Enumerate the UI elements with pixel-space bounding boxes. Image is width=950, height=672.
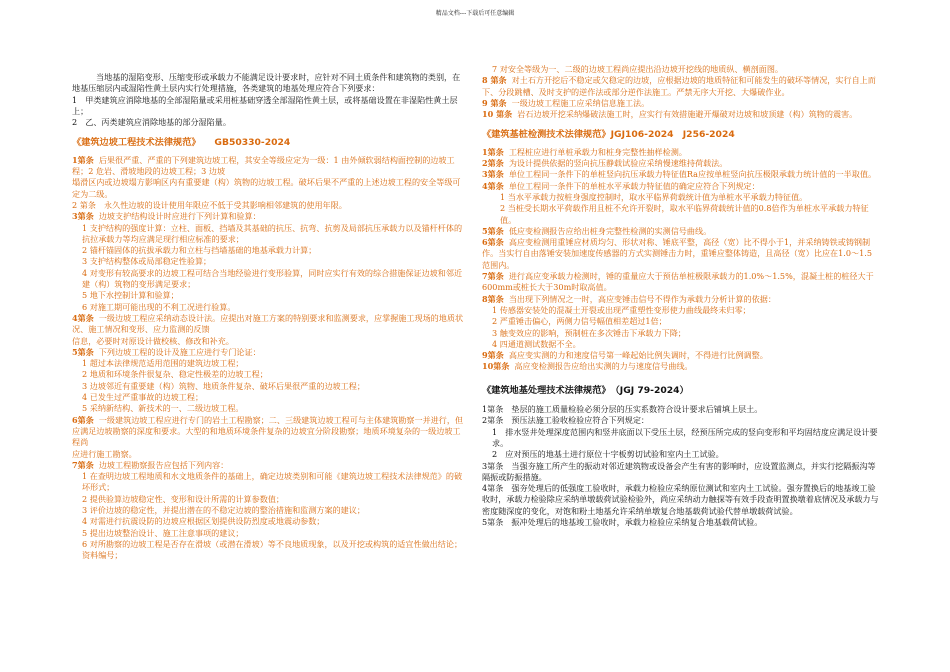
article-text: 为设计提供依据的竖向抗压静载试验应采纳慢速维持荷载法。 bbox=[508, 158, 728, 169]
list-item: 5 提出边坡整治设计、施工注意事项的建议； bbox=[82, 527, 244, 538]
article-text: 后果很严重、严重的下列建筑边坡工程，其安全等级应定为一级：1 由外倾软弱结构面控制的边坡工程；2 危岩、滑坡地段的边坡工程；3 边坡 bbox=[72, 154, 455, 177]
pile-article-2 bbox=[482, 158, 880, 169]
left-column bbox=[72, 72, 464, 561]
list-item: 1 当水平承载力按桩身强度控制时，取水平临界荷载统计值为单桩水平承载力特征值。 bbox=[500, 191, 808, 202]
intro-paragraph: 当地基的湿陷变形、压缩变形或承载力不能满足设计要求时，应针对不同土质条件和建筑物的类别，在地基压缩层内或湿陷性黄土层内实行处理措施，各类建筑的地基处理应符合下列要求： bbox=[72, 72, 461, 94]
intro-item-2: 2 乙、丙类建筑应消除地基的部分湿陷量。 bbox=[72, 117, 231, 128]
article-label: 4第条 bbox=[72, 312, 94, 323]
list-item: 2 严重锤击偏心，两侧力信号幅值相差超过1倍； bbox=[492, 316, 667, 327]
list-item: 6 对施工期可能出现的不利工况进行验算。 bbox=[82, 301, 236, 312]
list-item: 6 对所勘察的边坡工程是否存在滑坡（或潜在滑坡）等不良地质现象，以及开挖或构筑的适宜性做出结论；资料编号； bbox=[82, 538, 463, 561]
article-text: 一级边坡工程应采纳动态设计法。应提出对施工方案的特别要求和监测要求，应掌握施工现场的地质状况、施工情况和变形、应力监测的反馈 bbox=[72, 312, 464, 335]
list-item: 5 地下水控制计算和验算； bbox=[82, 290, 179, 301]
article-3 bbox=[72, 211, 464, 222]
article-text: 工程桩应进行单桩承载力和桩身完整性抽样检测。 bbox=[508, 146, 687, 157]
list-item: 2 地质和环境条件很复杂、稳定性极差的边坡工程； bbox=[82, 369, 268, 380]
article-label: 8 第条 bbox=[482, 75, 507, 86]
article-text: 单位工程同一条件下的单桩竖向抗压承载力特征值Ra应按单桩竖向抗压极限承载力统计值的一半取值。 bbox=[508, 169, 877, 180]
article-label: 9 第条 bbox=[482, 97, 507, 108]
pile-article-8 bbox=[482, 294, 880, 305]
list-item: 2 当桩受长期水平荷载作用且桩不允许开裂时，取水平临界荷载统计值的0.8倍作为单桩水平承载力特征值。 bbox=[500, 203, 869, 225]
list-item: 3 边坡邻近有重要建（构）筑物、地质条件复杂、破坏后果很严重的边坡工程； bbox=[82, 380, 365, 391]
article-text: 当出现下列情况之一时，高应变锤击信号不得作为承载力分析计算的依据： bbox=[508, 293, 776, 304]
list-item: 4 对需进行抗震设防的边坡应根据区划提供设防烈度或地震动参数； bbox=[82, 516, 325, 527]
pile-article-10 bbox=[482, 361, 880, 372]
list-item: 3 支护结构整体或局部稳定性验算； bbox=[82, 256, 212, 267]
list-item: 4 四通道测试数据不全。 bbox=[492, 338, 581, 349]
list-item: 4 已发生过严重事故的边坡工程； bbox=[82, 392, 204, 403]
article-label: 1第条 bbox=[72, 154, 94, 165]
article-text: 高应变检测用重锤应材质均匀、形状对称、锤底平整，高径（宽）比不得小于1，并采纳铸铁或铸钢制作。当实行自由落锤安装加速度传感器的方式实测锤击力时，重锤应整体铸造，且高径（宽）比应在1.0～1.5范围内。 bbox=[482, 237, 872, 270]
section-heading-slope: 《建筑边坡工程技术法律规范》 GB50330-2024 bbox=[72, 137, 291, 149]
foundation-article-4: 4第条 强夯处理后的低强度工验收时，承载力检验应采纳原位测试和室内土工试验。强夯置换后的地基竣工验收时，承载力检验除应采纳单墩载荷试验检验外，尚应采纳动力触探等有效手段查明置换墩着底情况及承载力与密度随深度的变化，对饱和粉土地基允许采纳单墩复合地基载荷试验代替单墩载荷试验。 bbox=[482, 483, 879, 516]
section-heading-pile: 《建筑基桩检测技术法律规范》JGJ106-2024 J256-2024 bbox=[482, 129, 735, 141]
article-4 bbox=[72, 313, 464, 336]
list-item: 1 支护结构的强度计算：立柱、面板、挡墙及其基础的抗压、抗弯、抗剪及局部抗压承载力以及锚杆杆体的抗拉承载力等均应满足现行相应标准的要求； bbox=[82, 222, 463, 244]
article-label: 3第条 bbox=[72, 211, 94, 222]
article-7 bbox=[72, 460, 464, 471]
article-text: 低应变检测报告应给出桩身完整性检测的实测信号曲线。 bbox=[508, 225, 712, 236]
foundation-article-5: 5第条 振冲处理后的地基竣工验收时，承载力检验应采纳复合地基载荷试验。 bbox=[482, 516, 763, 527]
foundation-article-2: 2第条 预压法施工验收检验应符合下列规定： bbox=[482, 415, 650, 426]
article-label: 1第条 bbox=[482, 146, 504, 157]
article-9 bbox=[482, 98, 880, 109]
article-text: 岩石边坡开挖采纳爆破法施工时，应实行有效措施避开爆破对边坡和坡顶建（构）筑物的震害。 bbox=[517, 109, 858, 120]
list-item: 3 触变效应的影响，预制桩在多次锤击下承载力下降； bbox=[492, 327, 686, 338]
article-text: 下列边坡工程的设计及施工应进行专门论证： bbox=[98, 346, 261, 357]
list-item: 3 评价边坡的稳定性，并提出潜在的不稳定边坡的整治措施和监测方案的建议； bbox=[82, 504, 365, 515]
article-6-continued: 应进行施工勘察。 bbox=[72, 448, 137, 459]
list-item: 4 对变形有较高要求的边坡工程可结合当地经验进行变形验算，同时应实行有效的综合措施保证边坡和邻近建（构）筑物的变形满足要求； bbox=[82, 267, 463, 290]
article-label: 2第条 bbox=[482, 158, 504, 169]
list-item: 2 提供验算边坡稳定性、变形和设计所需的计算参数值； bbox=[82, 493, 284, 504]
list-item: 7 对安全等级为一、二级的边坡工程尚应提出沿边坡开挖线的地质纵、横剖面图。 bbox=[492, 64, 784, 74]
article-1 bbox=[72, 155, 464, 178]
article-1-continued: 塌滑区内或边坡塌方影响区内有重要建（构）筑物的边坡工程。破坏后果不严重的上述边坡工程的安全等级可定为二级。 bbox=[72, 177, 461, 199]
pile-article-7 bbox=[482, 271, 880, 294]
article-label: 10第条 bbox=[482, 361, 510, 372]
article-label: 8第条 bbox=[482, 293, 504, 304]
pile-article-9 bbox=[482, 350, 880, 361]
article-label: 5第条 bbox=[482, 225, 504, 236]
pile-article-4 bbox=[482, 181, 880, 192]
article-8 bbox=[482, 75, 880, 98]
article-text: 高应变检测报告应给出实测的力与速度信号曲线。 bbox=[514, 361, 693, 372]
section-heading-foundation: 《建筑地基处理技术法律规范》 （JGJ 79-2024） bbox=[482, 384, 689, 396]
article-text: 一级边坡工程施工应采纳信息施工法。 bbox=[511, 97, 650, 108]
intro-item-1: 1 甲类建筑应消除地基的全部湿陷量或采用桩基础穿透全部湿陷性黄土层，或将基础设置在非湿陷性黄土层上； bbox=[72, 94, 458, 116]
article-4-continued: 信息，必要时对原设计做校核、修改和补充。 bbox=[72, 335, 234, 346]
article-text: 单位工程同一条件下的单桩水平承载力特征值的确定应符合下列规定： bbox=[508, 180, 760, 191]
article-label: 6第条 bbox=[482, 237, 504, 248]
article-text: 边坡工程勘察报告应包括下列内容： bbox=[98, 459, 229, 470]
article-5 bbox=[72, 347, 464, 358]
article-label: 9第条 bbox=[482, 350, 504, 361]
article-text: 高应变实测的力和速度信号第一峰起始比例失调时，不得进行比例调整。 bbox=[508, 350, 768, 361]
foundation-article-1: 1第条 垫层的施工质量检验必须分层的压实系数符合设计要求后铺填上层土。 bbox=[482, 404, 763, 415]
article-label: 6第条 bbox=[72, 414, 94, 425]
article-label: 7第条 bbox=[72, 459, 94, 470]
article-6 bbox=[72, 415, 464, 449]
article-text: 一级建筑边坡工程应进行专门的岩土工程勘察；二、三级建筑边坡工程可与主体建筑勘察一并进行，但应满足边坡勘察的深度和要求。大型的和地质环境条件复杂的边坡宜分阶段勘察；地质环境复杂的一级边坡工程尚 bbox=[72, 414, 464, 448]
list-item: 2 锚杆锚固体的抗拔承载力和立柱与挡墙基础的地基承载力计算； bbox=[82, 245, 317, 256]
pile-article-5 bbox=[482, 226, 880, 237]
foundation-article-3: 3第条 当强夯施工所产生的振动对邻近建筑物或设备会产生有害的影响时，应设置监测点，并实行挖隔振沟等隔振或防振措施。 bbox=[482, 460, 876, 482]
list-item: 1 在查明边坡工程地质和水文地质条件的基础上，确定边坡类别和可能《建筑边坡工程技术法律规范》的破坏形式； bbox=[82, 471, 463, 493]
header-note: 精品文档---下载后可任意编辑 bbox=[435, 10, 515, 17]
article-text: 对土石方开挖后不稳定或欠稳定的边坡，应根据边坡的地质特征和可能发生的破坏等情况，实行自上而下、分段跳槽、及时支护的逆作法或部分逆作法施工。严禁无序大开挖、大爆破作业。 bbox=[482, 75, 876, 97]
article-label: 7第条 bbox=[482, 271, 504, 282]
right-column bbox=[482, 64, 880, 528]
pile-article-3 bbox=[482, 169, 880, 180]
list-item: 1 超过本法律规范适用范围的建筑边坡工程； bbox=[82, 358, 244, 369]
pile-article-1 bbox=[482, 147, 880, 158]
article-label: 5第条 bbox=[72, 346, 94, 357]
pile-article-6 bbox=[482, 237, 880, 271]
list-item: 2 应对预压的地基土进行原位十字板剪切试验和室内土工试验。 bbox=[492, 449, 724, 460]
article-label: 4第条 bbox=[482, 180, 504, 191]
article-text: 进行高应变承载力检测时，锤的重量应大于预估单桩极限承载力的1.0%～1.5%，混凝土桩的桩径大于600mm或桩长大于30m时取高值。 bbox=[482, 271, 874, 293]
article-2: 2 第条 永久性边坡的设计使用年限应不低于受其影响相邻建筑的使用年限。 bbox=[72, 199, 347, 210]
article-label: 3第条 bbox=[482, 169, 504, 180]
article-10 bbox=[482, 109, 880, 120]
list-item: 5 采纳新结构、新技术的一、二级边坡工程。 bbox=[82, 403, 244, 414]
list-item: 1 传感器安装处的混凝土开裂或出现严重塑性变形使力曲线最终未归零； bbox=[492, 304, 751, 315]
list-item: 1 排水竖井处理深度范围内和竖井底面以下受压土层，经预压所完成的竖向变形和平均固结度应满足设计要求。 bbox=[492, 426, 878, 448]
article-label: 10 第条 bbox=[482, 109, 513, 120]
article-text: 边坡支护结构设计时应进行下列计算和验算： bbox=[98, 211, 261, 222]
